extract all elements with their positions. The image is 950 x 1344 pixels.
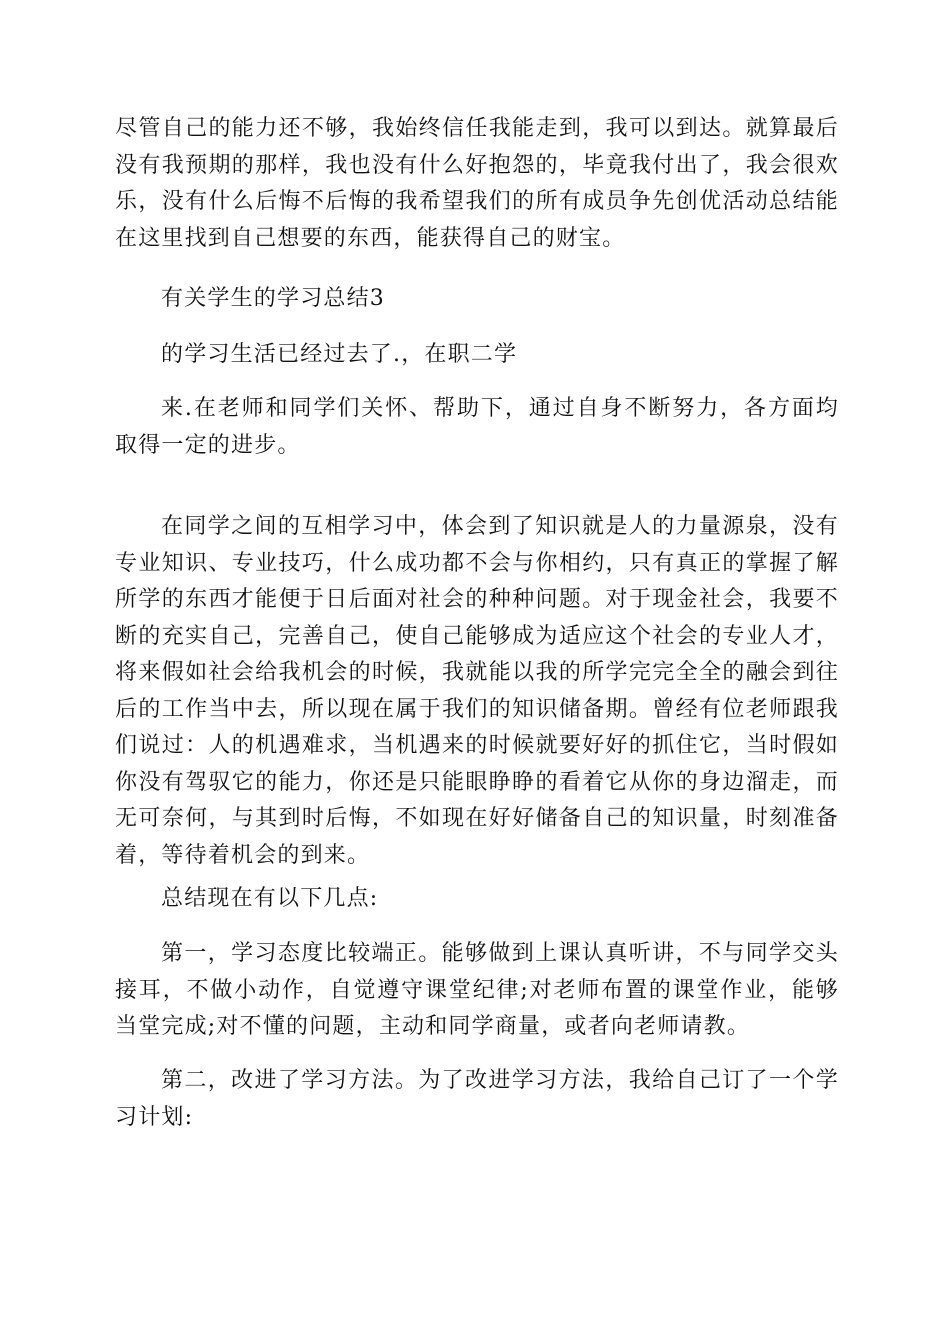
- section-heading: 有关学生的学习总结3: [161, 286, 385, 311]
- paragraph-point-two: 第二，改进了学习方法。为了改进学习方法，我给自己订了一个学习计划:: [115, 1068, 839, 1130]
- paragraph-progress: 来.在老师和同学们关怀、帮助下，通过自身不断努力，各方面均取得一定的进步。: [115, 396, 839, 458]
- paragraph-knowledge: 在同学之间的互相学习中，体会到了知识就是人的力量源泉，没有专业知识、专业技巧，什么成功都不会与你相约，只有真正的掌握了解所学的东西才能便于日后面对社会的种种问题。对于现金社会，我要不断的充实自己，完善自己，使自己能够成为适应这个社会的专业人才，将来假如社会给我机会的时候，我就能以我的所学完完全全的融会到往后的工作当中去，所以现在属于我们的知识储备期。曾经有位老师跟我们说过：人的机遇难求，当机遇来的时候就要好好的抓住它，当时假如你没有驾驭它的能力，你还是只能眼睁睁的看着它从你的身边溜走，而无可奈何，与其到时后悔，不如现在好好储备自己的知识量，时刻准备着，等待着机会的到来。: [115, 514, 839, 868]
- paragraph-intro-closing: 尽管自己的能力还不够，我始终信任我能走到，我可以到达。就算最后没有我预期的那样，我也没有什么好抱怨的，毕竟我付出了，我会很欢乐，没有什么后悔不后悔的我希望我们的所有成员争先创优活动总结能在这里找到自己想要的东西，能获得自己的财宝。: [115, 116, 839, 251]
- paragraph-study-life: 的学习生活已经过去了.，在职二学: [161, 342, 518, 367]
- paragraph-point-one: 第一，学习态度比较端正。能够做到上课认真听讲，不与同学交头接耳，不做小动作，自觉遵守课堂纪律;对老师布置的课堂作业，能够当堂完成;对不懂的问题，主动和同学商量，或者向老师请教。: [115, 941, 839, 1039]
- paragraph-summary-points: 总结现在有以下几点:: [161, 886, 379, 911]
